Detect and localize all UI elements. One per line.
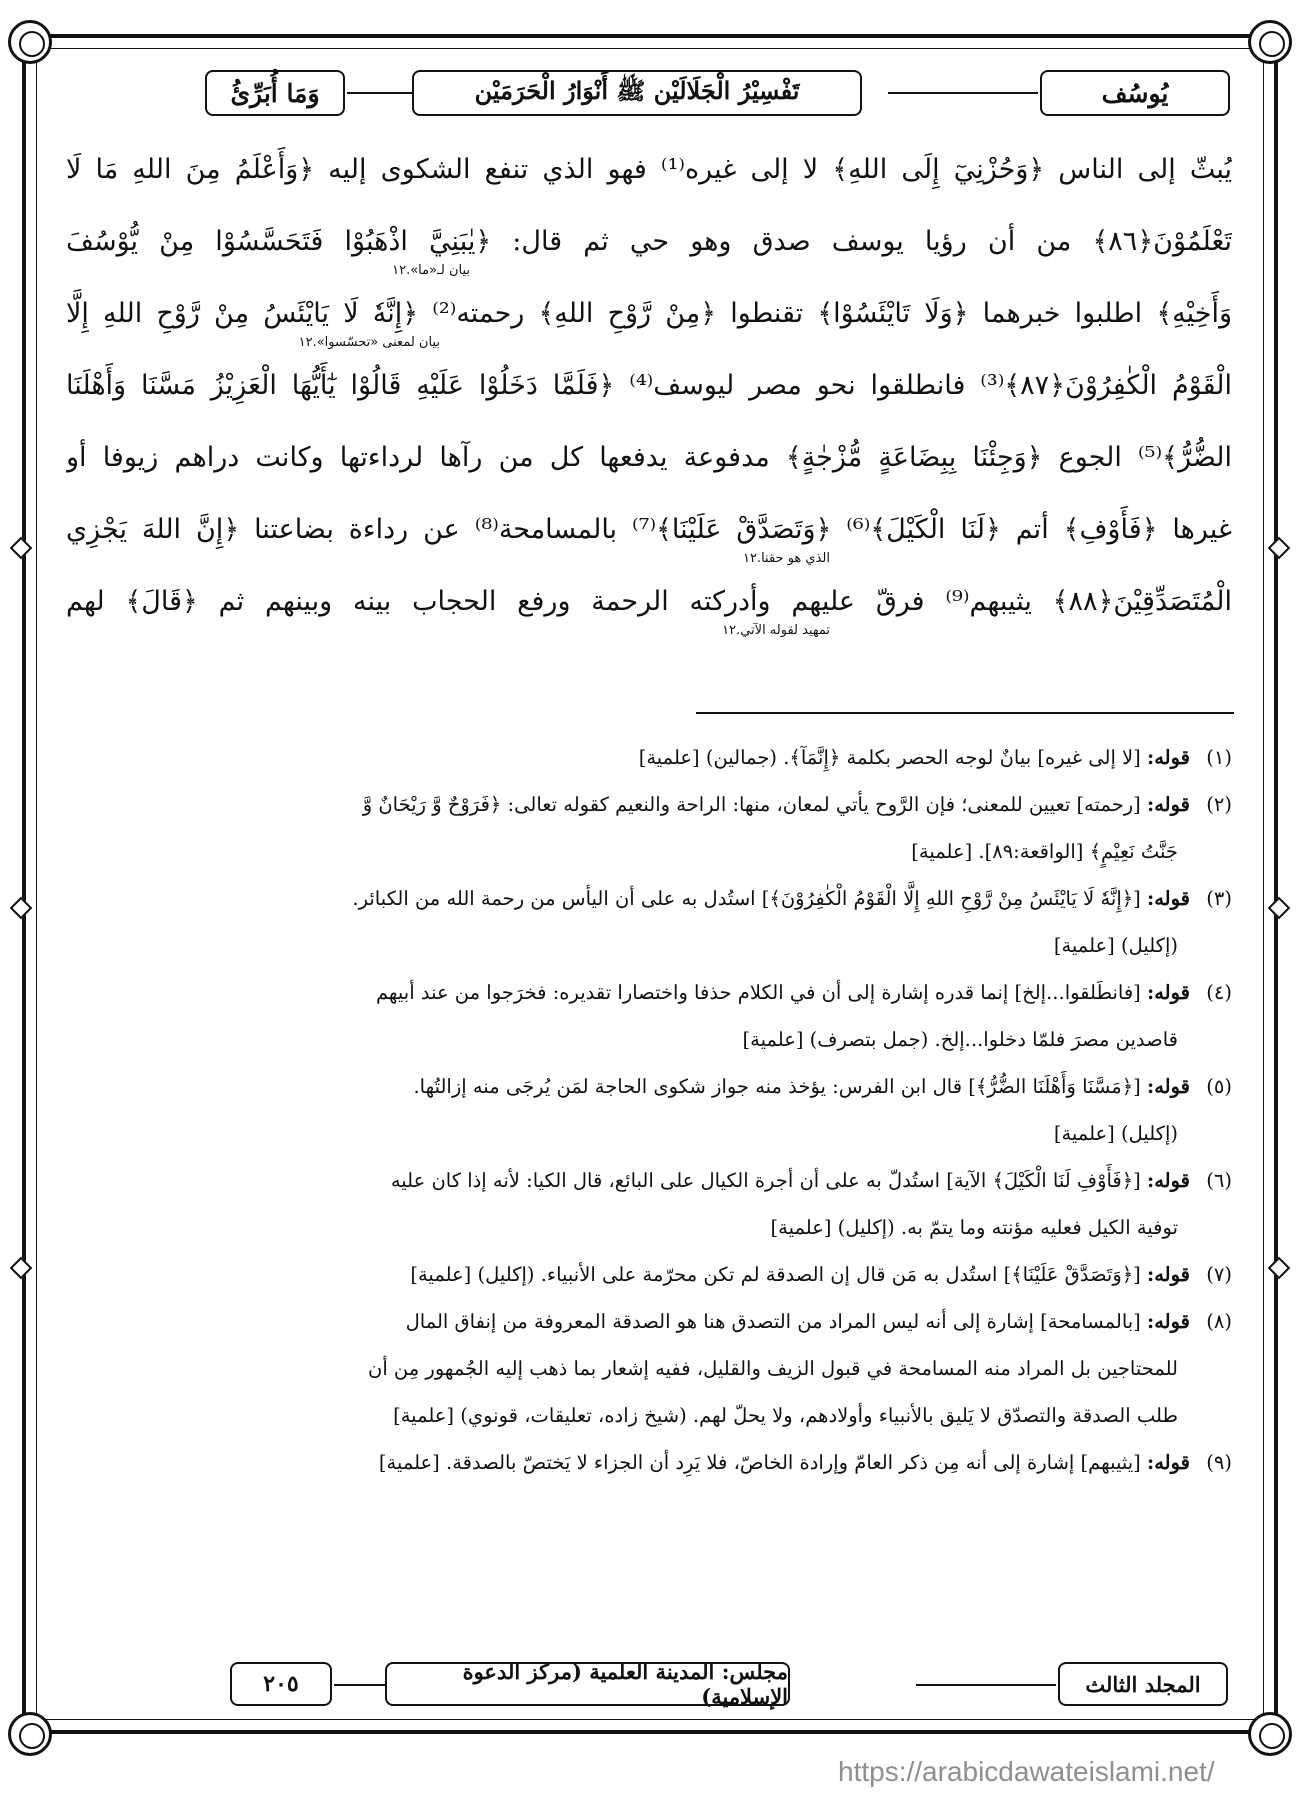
footnote-number: (٥): [1206, 1075, 1232, 1098]
footnote-label: قوله:: [1147, 1169, 1190, 1192]
footer-divider: [334, 1684, 385, 1686]
footnote-number: (٧): [1206, 1263, 1232, 1286]
footnote-label: قوله:: [1147, 887, 1190, 910]
footnote-label: قوله:: [1147, 793, 1190, 816]
volume-label: المجلد الثالث: [1058, 1662, 1228, 1706]
corner-ornament: [8, 20, 52, 64]
footnote: [66, 1157, 1232, 1251]
book-title: تَفْسِيْرُ الْجَلَالَيْن ﷺ أَنْوَارُ الْحَرَمَيْن: [412, 70, 862, 116]
footnotes: [66, 734, 1232, 1486]
interlinear-note: بيان لـ«ما».١٢: [392, 263, 470, 278]
main-line-text: وَأَخِيْهِ﴾ اطلبوا خبرهما ﴿وَلَا تَايْئَسُوْا﴾ تقنطوا ﴿مِنْ رَّوْحِ اللهِ﴾ رحمته⁽²⁾ ﴿إِنَّهٗ لَا يَايْئَسُ مِنْ رَّوْحِ اللهِ إِلَّا: [66, 298, 1232, 329]
footnote-number: (٢): [1206, 793, 1232, 816]
header-divider: [888, 92, 1038, 94]
footnote-continuation: توفية الكيل فعليه مؤنته وما يتمّ به. (إكليل) [علمية]: [770, 1216, 1178, 1239]
footnote-label: قوله:: [1147, 746, 1190, 769]
main-line: [66, 354, 1232, 426]
main-line: [66, 570, 1232, 642]
footnote-continuation: (إكليل) [علمية]: [1053, 1122, 1178, 1145]
main-line: [66, 498, 1232, 570]
interlinear-note: بيان لمعنى «تحسّسوا».١٢: [298, 335, 440, 350]
main-line: [66, 282, 1232, 354]
footnote: [66, 875, 1232, 969]
footnote-label: قوله:: [1147, 1075, 1190, 1098]
footnote-number: (٩): [1206, 1451, 1232, 1474]
juz-name: وَمَا أُبَرِّئُ: [205, 70, 345, 116]
footnote-text: [لا إلى غيره] بيانٌ لوجه الحصر بكلمة ﴿إِنَّمَآ﴾. (جمالين) [علمية]: [638, 746, 1141, 769]
source-watermark: https://arabicdawateislami.net/: [838, 1756, 1215, 1787]
footnote-text: [﴿فَأَوْفِ لَنَا الْكَيْلَ﴾ الآية] استُدلّ به على أن أجرة الكيال على البائع، قال الكيا: لأنه إذا كان عليه: [390, 1169, 1141, 1192]
surah-name: يُوسُف: [1040, 70, 1230, 116]
footnote: [66, 1251, 1232, 1298]
footnote-number: (١): [1206, 746, 1232, 769]
main-line: [66, 210, 1232, 282]
footnote: [66, 1063, 1232, 1157]
main-text: [66, 138, 1232, 642]
footnote-label: قوله:: [1147, 1263, 1190, 1286]
footnote: [66, 781, 1232, 875]
footnote-continuation: قاصدين مصرَ فلمّا دخلوا...إلخ. (جمل بتصرف) [علمية]: [742, 1028, 1178, 1051]
footnote-text: [رحمته] تعيين للمعنى؛ فإن الرَّوح يأتي لمعان، منها: الراحة والنعيم كقوله تعالى: ﴿فَرَوْحٌ وَّ رَيْحَانٌ وَّ: [362, 793, 1141, 816]
footnote-continuation: طلب الصدقة والتصدّق لا يَليق بالأنبياء وأولادهم، ولا يحلّ لهم. (شيخ زاده، تعليقات، قونوي) [علمية]: [393, 1404, 1178, 1427]
footnote-continuation: (إكليل) [علمية]: [1053, 934, 1178, 957]
footnote-separator: [696, 712, 1234, 714]
main-line-text: الضُّرُّ﴾⁽⁵⁾ الجوع ﴿وَجِئْنَا بِبِضَاعَةٍ مُّزْجٰةٍ﴾ مدفوعة يدفعها كل من رآها لرداءتها وكانت دراهم زيوفا أو: [66, 442, 1232, 473]
page-header: [50, 62, 1250, 126]
footnote-continuation: للمحتاجين بل المراد منه المسامحة في قبول الزيف والقليل، ففيه إشعار بما ذهب إليه الجُمهور مِن أن: [368, 1357, 1178, 1380]
publisher-label: مجلس: المدينة العلمية (مركز الدعوة الإسلامية): [385, 1662, 790, 1706]
main-line-text: الْمُتَصَدِّقِيْنَ﴿٨٨﴾ يثيبهم⁽⁹⁾ فرقّ عليهم وأدركته الرحمة ورفع الحجاب بينه وبينهم ثم ﴿قَالَ﴾ لهم: [66, 586, 1232, 617]
footnote: [66, 1298, 1232, 1439]
footnote-number: (٦): [1206, 1169, 1232, 1192]
footnote: [66, 1439, 1232, 1486]
corner-ornament: [1248, 1712, 1292, 1756]
main-line-text: يُبثّ إلى الناس ﴿وَحُزْنِيٓ إِلَى اللهِ﴾ لا إلى غيره⁽¹⁾ فهو الذي تنفع الشكوى إليه ﴿وَأَعْلَمُ مِنَ اللهِ مَا لَا: [66, 154, 1232, 185]
footnote-text: [بالمسامحة] إشارة إلى أنه ليس المراد من التصدق هنا هو الصدقة المعروفة من إنفاق المال: [405, 1310, 1141, 1333]
footnote-text: [﴿إِنَّهٗ لَا يَايْئَسُ مِنْ رَّوْحِ اللهِ إِلَّا الْقَوْمُ الْكٰفِرُوْنَ﴾] استُدل به على أن اليأس من رحمة الله من الكبائر.: [352, 887, 1141, 910]
header-divider: [347, 92, 412, 94]
main-line-text: غيرها ﴿فَأَوْفِ﴾ أتم ﴿لَنَا الْكَيْلَ﴾⁽⁶⁾ ﴿وَتَصَدَّقْ عَلَيْنَا﴾⁽⁷⁾ بالمسامحة⁽⁸⁾ عن رداءة بضاعتنا ﴿إِنَّ اللهَ يَجْزِي: [66, 514, 1232, 545]
footnote-label: قوله:: [1147, 981, 1190, 1004]
interlinear-note: الذي هو حقنا.١٢: [742, 551, 830, 566]
footnote-text: [فانطَلقوا...إلخ] إنما قدره إشارة إلى أن في الكلام حذفا واختصارا تقديره: فخرَجوا من عند أبيهم: [375, 981, 1141, 1004]
footnote-label: قوله:: [1147, 1451, 1190, 1474]
footnote-number: (٨): [1206, 1310, 1232, 1333]
footer-divider: [916, 1684, 1056, 1686]
footnote-text: [﴿وَتَصَدَّقْ عَلَيْنَا﴾] استُدل به مَن قال إن الصدقة لم تكن محرّمة على الأنبياء. (إكليل) [علمية]: [410, 1263, 1141, 1286]
footnote-label: قوله:: [1147, 1310, 1190, 1333]
footnote-text: [﴿مَسَّنَا وَأَهْلَنَا الضُّرُّ﴾] قال ابن الفرس: يؤخذ منه جواز شكوى الحاجة لمَن يُرجَى منه إزالتُها.: [413, 1075, 1141, 1098]
footnote: [66, 969, 1232, 1063]
main-line: [66, 426, 1232, 498]
footnote-number: (٣): [1206, 887, 1232, 910]
corner-ornament: [1248, 20, 1292, 64]
main-line-text: الْقَوْمُ الْكٰفِرُوْنَ﴿٨٧﴾⁽³⁾ فانطلقوا نحو مصر ليوسف⁽⁴⁾ ﴿فَلَمَّا دَخَلُوْا عَلَيْهِ قَالُوْا يٰٓأَيُّهَا الْعَزِيْزُ مَسَّنَا وَأَهْلَنَا: [66, 370, 1232, 401]
footnote: [66, 734, 1232, 781]
main-line-text: تَعْلَمُوْنَ﴿٨٦﴾ من أن رؤيا يوسف صدق وهو حي ثم قال: ﴿يٰبَنِيَّ اذْهَبُوْا فَتَحَسَّسُوْا مِنْ يُّوْسُفَ: [66, 226, 1232, 257]
main-line: [66, 138, 1232, 210]
footnote-number: (٤): [1206, 981, 1232, 1004]
footnote-text: [يثيبهم] إشارة إلى أنه مِن ذكر العامّ وإرادة الخاصّ، فلا يَرِد أن الجزاء لا يَختصّ بالصدقة. [علمية]: [378, 1451, 1141, 1474]
footnote-continuation: جَنَّتُ نَعِيْمٍ﴾ [الواقعة:٨٩]. [علمية]: [911, 840, 1178, 863]
page-number: ٢٠٥: [230, 1662, 332, 1706]
interlinear-note: تمهيد لقوله الآتي.١٢: [722, 623, 830, 638]
corner-ornament: [8, 1712, 52, 1756]
